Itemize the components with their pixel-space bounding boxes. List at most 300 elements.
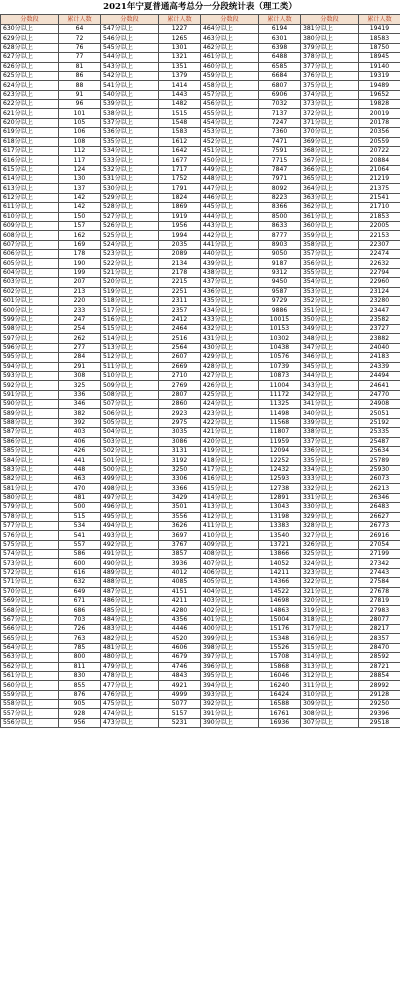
score-cell: 376分以上	[301, 71, 359, 80]
count-cell: 2710	[159, 371, 201, 380]
count-cell: 3501	[159, 503, 201, 512]
score-cell: 616分以上	[1, 156, 59, 165]
score-cell: 492分以上	[101, 540, 159, 549]
count-cell: 16424	[259, 690, 301, 699]
score-cell: 484分以上	[101, 615, 159, 624]
score-cell: 334分以上	[301, 465, 359, 474]
score-cell: 429分以上	[201, 353, 259, 362]
score-cell: 353分以上	[301, 287, 359, 296]
count-cell: 2564	[159, 343, 201, 352]
count-cell: 481	[59, 493, 101, 502]
header-row	[1, 15, 400, 25]
count-cell: 8633	[259, 221, 301, 230]
score-cell: 578分以上	[1, 512, 59, 521]
table-row	[1, 156, 400, 165]
count-cell: 24183	[359, 353, 400, 362]
count-cell: 9050	[259, 250, 301, 259]
score-cell: 489分以上	[101, 568, 159, 577]
score-cell: 365分以上	[301, 175, 359, 184]
score-cell: 596分以上	[1, 343, 59, 352]
count-cell: 12891	[259, 493, 301, 502]
score-cell: 424分以上	[201, 400, 259, 409]
score-cell: 422分以上	[201, 418, 259, 427]
count-cell: 1956	[159, 221, 201, 230]
score-cell: 341分以上	[301, 400, 359, 409]
count-cell: 9187	[259, 259, 301, 268]
table-row	[1, 25, 400, 34]
score-cell: 351分以上	[301, 306, 359, 315]
table-row	[1, 465, 400, 474]
score-cell: 380分以上	[301, 34, 359, 43]
count-cell: 2975	[159, 418, 201, 427]
count-cell: 12738	[259, 484, 301, 493]
score-cell: 525分以上	[101, 231, 159, 240]
score-cell: 497分以上	[101, 493, 159, 502]
count-cell: 10438	[259, 343, 301, 352]
score-cell: 463分以上	[201, 34, 259, 43]
count-cell: 190	[59, 259, 101, 268]
count-cell: 3857	[159, 550, 201, 559]
score-cell: 614分以上	[1, 175, 59, 184]
count-cell: 3192	[159, 456, 201, 465]
score-cell: 432分以上	[201, 325, 259, 334]
score-cell: 352分以上	[301, 296, 359, 305]
score-cell: 594分以上	[1, 362, 59, 371]
table-row	[1, 334, 400, 343]
count-cell: 142	[59, 193, 101, 202]
score-cell: 566分以上	[1, 625, 59, 634]
score-cell: 534分以上	[101, 146, 159, 155]
count-cell: 1321	[159, 53, 201, 62]
score-cell: 547分以上	[101, 25, 159, 34]
score-cell: 626分以上	[1, 62, 59, 71]
count-cell: 671	[59, 596, 101, 605]
score-cell: 627分以上	[1, 53, 59, 62]
count-cell: 101	[59, 109, 101, 118]
count-cell: 7247	[259, 118, 301, 127]
score-cell: 344分以上	[301, 371, 359, 380]
score-cell: 440分以上	[201, 250, 259, 259]
count-cell: 392	[59, 418, 101, 427]
table-row	[1, 184, 400, 193]
count-cell: 26213	[359, 484, 400, 493]
score-cell: 569分以上	[1, 596, 59, 605]
count-cell: 2607	[159, 353, 201, 362]
score-cell: 307分以上	[301, 718, 359, 727]
count-cell: 25789	[359, 456, 400, 465]
score-cell: 412分以上	[201, 512, 259, 521]
count-cell: 4211	[159, 596, 201, 605]
count-cell: 1869	[159, 203, 201, 212]
count-cell: 8366	[259, 203, 301, 212]
score-cell: 407分以上	[201, 559, 259, 568]
count-cell: 14698	[259, 596, 301, 605]
score-cell: 621分以上	[1, 109, 59, 118]
table-row	[1, 409, 400, 418]
count-cell: 12593	[259, 475, 301, 484]
header-cell: 累计人数	[259, 15, 301, 25]
count-cell: 3626	[159, 521, 201, 530]
count-cell: 247	[59, 315, 101, 324]
count-cell: 7032	[259, 100, 301, 109]
score-cell: 491分以上	[101, 550, 159, 559]
count-cell: 3250	[159, 465, 201, 474]
count-cell: 12094	[259, 446, 301, 455]
table-row	[1, 137, 400, 146]
count-cell: 27342	[359, 559, 400, 568]
count-cell: 25051	[359, 409, 400, 418]
score-cell: 439分以上	[201, 259, 259, 268]
count-cell: 27054	[359, 540, 400, 549]
score-cell: 333分以上	[301, 475, 359, 484]
score-cell: 510分以上	[101, 371, 159, 380]
score-cell: 427分以上	[201, 371, 259, 380]
count-cell: 13043	[259, 503, 301, 512]
count-cell: 11568	[259, 418, 301, 427]
score-cell: 418分以上	[201, 456, 259, 465]
score-cell: 452分以上	[201, 137, 259, 146]
score-cell: 457分以上	[201, 90, 259, 99]
count-cell: 13721	[259, 540, 301, 549]
table-row	[1, 165, 400, 174]
count-cell: 28217	[359, 625, 400, 634]
table-row	[1, 193, 400, 202]
table-row	[1, 381, 400, 390]
header-cell: 分数段	[101, 15, 159, 25]
count-cell: 19828	[359, 100, 400, 109]
score-cell: 557分以上	[1, 709, 59, 718]
score-cell: 606分以上	[1, 250, 59, 259]
count-cell: 23582	[359, 315, 400, 324]
score-cell: 401分以上	[201, 615, 259, 624]
count-cell: 763	[59, 634, 101, 643]
score-cell: 562分以上	[1, 662, 59, 671]
score-cell: 539分以上	[101, 100, 159, 109]
score-cell: 322分以上	[301, 578, 359, 587]
score-cell: 617分以上	[1, 146, 59, 155]
score-cell: 599分以上	[1, 315, 59, 324]
score-cell: 584分以上	[1, 456, 59, 465]
score-cell: 308分以上	[301, 709, 359, 718]
score-cell: 417分以上	[201, 465, 259, 474]
count-cell: 14522	[259, 587, 301, 596]
score-cell: 342分以上	[301, 390, 359, 399]
count-cell: 20559	[359, 137, 400, 146]
score-cell: 414分以上	[201, 493, 259, 502]
count-cell: 1265	[159, 34, 201, 43]
count-cell: 12252	[259, 456, 301, 465]
count-cell: 29396	[359, 709, 400, 718]
score-cell: 335分以上	[301, 456, 359, 465]
count-cell: 13383	[259, 521, 301, 530]
score-cell: 411分以上	[201, 521, 259, 530]
count-cell: 91	[59, 90, 101, 99]
score-cell: 478分以上	[101, 671, 159, 680]
score-cell: 526分以上	[101, 221, 159, 230]
score-cell: 397分以上	[201, 653, 259, 662]
score-cell: 447分以上	[201, 184, 259, 193]
count-cell: 291	[59, 362, 101, 371]
table-row	[1, 456, 400, 465]
count-cell: 22960	[359, 278, 400, 287]
count-cell: 1583	[159, 128, 201, 137]
count-cell: 1379	[159, 71, 201, 80]
score-cell: 529分以上	[101, 193, 159, 202]
count-cell: 11004	[259, 381, 301, 390]
score-cell: 327分以上	[301, 531, 359, 540]
score-cell: 336分以上	[301, 446, 359, 455]
count-cell: 928	[59, 709, 101, 718]
score-cell: 430分以上	[201, 343, 259, 352]
score-cell: 316分以上	[301, 634, 359, 643]
count-cell: 21853	[359, 212, 400, 221]
count-cell: 10739	[259, 362, 301, 371]
score-cell: 309分以上	[301, 700, 359, 709]
score-cell: 495分以上	[101, 512, 159, 521]
count-cell: 1642	[159, 146, 201, 155]
score-cell: 451分以上	[201, 146, 259, 155]
score-cell: 577分以上	[1, 521, 59, 530]
count-cell: 10873	[259, 371, 301, 380]
table-row	[1, 128, 400, 137]
count-cell: 15348	[259, 634, 301, 643]
score-cell: 373分以上	[301, 100, 359, 109]
score-cell: 396分以上	[201, 662, 259, 671]
count-cell: 2089	[159, 250, 201, 259]
score-cell: 356分以上	[301, 259, 359, 268]
count-cell: 24494	[359, 371, 400, 380]
score-cell: 583分以上	[1, 465, 59, 474]
table-row	[1, 278, 400, 287]
score-cell: 434分以上	[201, 306, 259, 315]
count-cell: 6398	[259, 43, 301, 52]
score-cell: 366分以上	[301, 165, 359, 174]
table-row	[1, 268, 400, 277]
table-row	[1, 212, 400, 221]
score-cell: 325分以上	[301, 550, 359, 559]
score-cell: 421分以上	[201, 428, 259, 437]
table-row	[1, 53, 400, 62]
score-cell: 603分以上	[1, 278, 59, 287]
count-cell: 3086	[159, 437, 201, 446]
score-cell: 343分以上	[301, 381, 359, 390]
score-cell: 317分以上	[301, 625, 359, 634]
table-row	[1, 34, 400, 43]
table-row	[1, 690, 400, 699]
score-cell: 546分以上	[101, 34, 159, 43]
table-row	[1, 175, 400, 184]
count-cell: 157	[59, 221, 101, 230]
table-row	[1, 315, 400, 324]
score-cell: 502分以上	[101, 446, 159, 455]
score-cell: 604分以上	[1, 268, 59, 277]
count-cell: 336	[59, 390, 101, 399]
score-cell: 371分以上	[301, 118, 359, 127]
score-cell: 530分以上	[101, 184, 159, 193]
score-cell: 326分以上	[301, 540, 359, 549]
count-cell: 169	[59, 240, 101, 249]
count-cell: 23124	[359, 287, 400, 296]
score-cell: 345分以上	[301, 362, 359, 371]
count-cell: 1612	[159, 137, 201, 146]
count-cell: 15004	[259, 615, 301, 624]
header-cell: 分数段	[201, 15, 259, 25]
table-row	[1, 653, 400, 662]
count-cell: 27199	[359, 550, 400, 559]
table-row	[1, 512, 400, 521]
score-cell: 400分以上	[201, 625, 259, 634]
score-cell: 481分以上	[101, 643, 159, 652]
score-cell: 458分以上	[201, 81, 259, 90]
count-cell: 20019	[359, 109, 400, 118]
count-cell: 2769	[159, 381, 201, 390]
count-cell: 2860	[159, 400, 201, 409]
count-cell: 2134	[159, 259, 201, 268]
count-cell: 382	[59, 409, 101, 418]
score-cell: 441分以上	[201, 240, 259, 249]
score-cell: 532分以上	[101, 165, 159, 174]
count-cell: 7847	[259, 165, 301, 174]
count-cell: 18750	[359, 43, 400, 52]
score-cell: 477分以上	[101, 681, 159, 690]
table-row	[1, 484, 400, 493]
score-cell: 598分以上	[1, 325, 59, 334]
score-cell: 428分以上	[201, 362, 259, 371]
score-cell: 455分以上	[201, 109, 259, 118]
count-cell: 876	[59, 690, 101, 699]
count-cell: 406	[59, 437, 101, 446]
score-cell: 629分以上	[1, 34, 59, 43]
count-cell: 686	[59, 606, 101, 615]
table-row	[1, 700, 400, 709]
count-cell: 27983	[359, 606, 400, 615]
score-cell: 390分以上	[201, 718, 259, 727]
count-cell: 557	[59, 540, 101, 549]
count-cell: 500	[59, 503, 101, 512]
count-cell: 3429	[159, 493, 201, 502]
table-row	[1, 428, 400, 437]
count-cell: 6488	[259, 53, 301, 62]
count-cell: 88	[59, 81, 101, 90]
count-cell: 3306	[159, 475, 201, 484]
score-cell: 498分以上	[101, 484, 159, 493]
count-cell: 117	[59, 156, 101, 165]
score-cell: 402分以上	[201, 606, 259, 615]
score-cell: 415分以上	[201, 484, 259, 493]
count-cell: 10302	[259, 334, 301, 343]
table-row	[1, 353, 400, 362]
score-cell: 408分以上	[201, 550, 259, 559]
score-cell: 527分以上	[101, 212, 159, 221]
count-cell: 25192	[359, 418, 400, 427]
table-row	[1, 475, 400, 484]
count-cell: 2178	[159, 268, 201, 277]
count-cell: 6906	[259, 90, 301, 99]
score-cell: 393分以上	[201, 690, 259, 699]
score-cell: 381分以上	[301, 25, 359, 34]
score-cell: 517分以上	[101, 306, 159, 315]
table-row	[1, 231, 400, 240]
score-cell: 443分以上	[201, 221, 259, 230]
score-cell: 571分以上	[1, 578, 59, 587]
score-cell: 541分以上	[101, 81, 159, 90]
score-cell: 585分以上	[1, 446, 59, 455]
score-cell: 508分以上	[101, 390, 159, 399]
score-cell: 362分以上	[301, 203, 359, 212]
score-cell: 533分以上	[101, 156, 159, 165]
score-cell: 410分以上	[201, 531, 259, 540]
count-cell: 14863	[259, 606, 301, 615]
count-cell: 21710	[359, 203, 400, 212]
score-cell: 513分以上	[101, 343, 159, 352]
count-cell: 1791	[159, 184, 201, 193]
count-cell: 4520	[159, 634, 201, 643]
score-cell: 504分以上	[101, 428, 159, 437]
count-cell: 105	[59, 118, 101, 127]
score-cell: 444分以上	[201, 212, 259, 221]
count-cell: 308	[59, 371, 101, 380]
score-cell: 436分以上	[201, 287, 259, 296]
score-cell: 579分以上	[1, 503, 59, 512]
count-cell: 28992	[359, 681, 400, 690]
count-cell: 20178	[359, 118, 400, 127]
count-cell: 22005	[359, 221, 400, 230]
score-cell: 438分以上	[201, 268, 259, 277]
score-cell: 518分以上	[101, 296, 159, 305]
score-cell: 628分以上	[1, 43, 59, 52]
count-cell: 3697	[159, 531, 201, 540]
table-row	[1, 606, 400, 615]
table-row	[1, 493, 400, 502]
count-cell: 14366	[259, 578, 301, 587]
count-cell: 15868	[259, 662, 301, 671]
score-cell: 597分以上	[1, 334, 59, 343]
score-cell: 482分以上	[101, 634, 159, 643]
count-cell: 403	[59, 428, 101, 437]
count-cell: 207	[59, 278, 101, 287]
score-cell: 435分以上	[201, 296, 259, 305]
score-cell: 613分以上	[1, 184, 59, 193]
table-row	[1, 203, 400, 212]
score-cell: 580分以上	[1, 493, 59, 502]
count-cell: 213	[59, 287, 101, 296]
table-row	[1, 568, 400, 577]
score-cell: 409分以上	[201, 540, 259, 549]
score-cell: 473分以上	[101, 718, 159, 727]
score-cell: 319分以上	[301, 606, 359, 615]
score-cell: 490分以上	[101, 559, 159, 568]
table-row	[1, 62, 400, 71]
count-cell: 24908	[359, 400, 400, 409]
count-cell: 108	[59, 137, 101, 146]
count-cell: 1752	[159, 175, 201, 184]
score-cell: 618分以上	[1, 137, 59, 146]
score-cell: 608分以上	[1, 231, 59, 240]
score-cell: 363分以上	[301, 193, 359, 202]
count-cell: 1548	[159, 118, 201, 127]
count-cell: 4843	[159, 671, 201, 680]
table-row	[1, 643, 400, 652]
score-cell: 503分以上	[101, 437, 159, 446]
count-cell: 441	[59, 456, 101, 465]
score-cell: 493分以上	[101, 531, 159, 540]
count-cell: 233	[59, 306, 101, 315]
count-cell: 616	[59, 568, 101, 577]
score-cell: 545分以上	[101, 43, 159, 52]
sheet-title: 2021年宁夏普通高考总分一分段统计表（理工类）	[103, 2, 297, 12]
table-row	[1, 550, 400, 559]
count-cell: 325	[59, 381, 101, 390]
